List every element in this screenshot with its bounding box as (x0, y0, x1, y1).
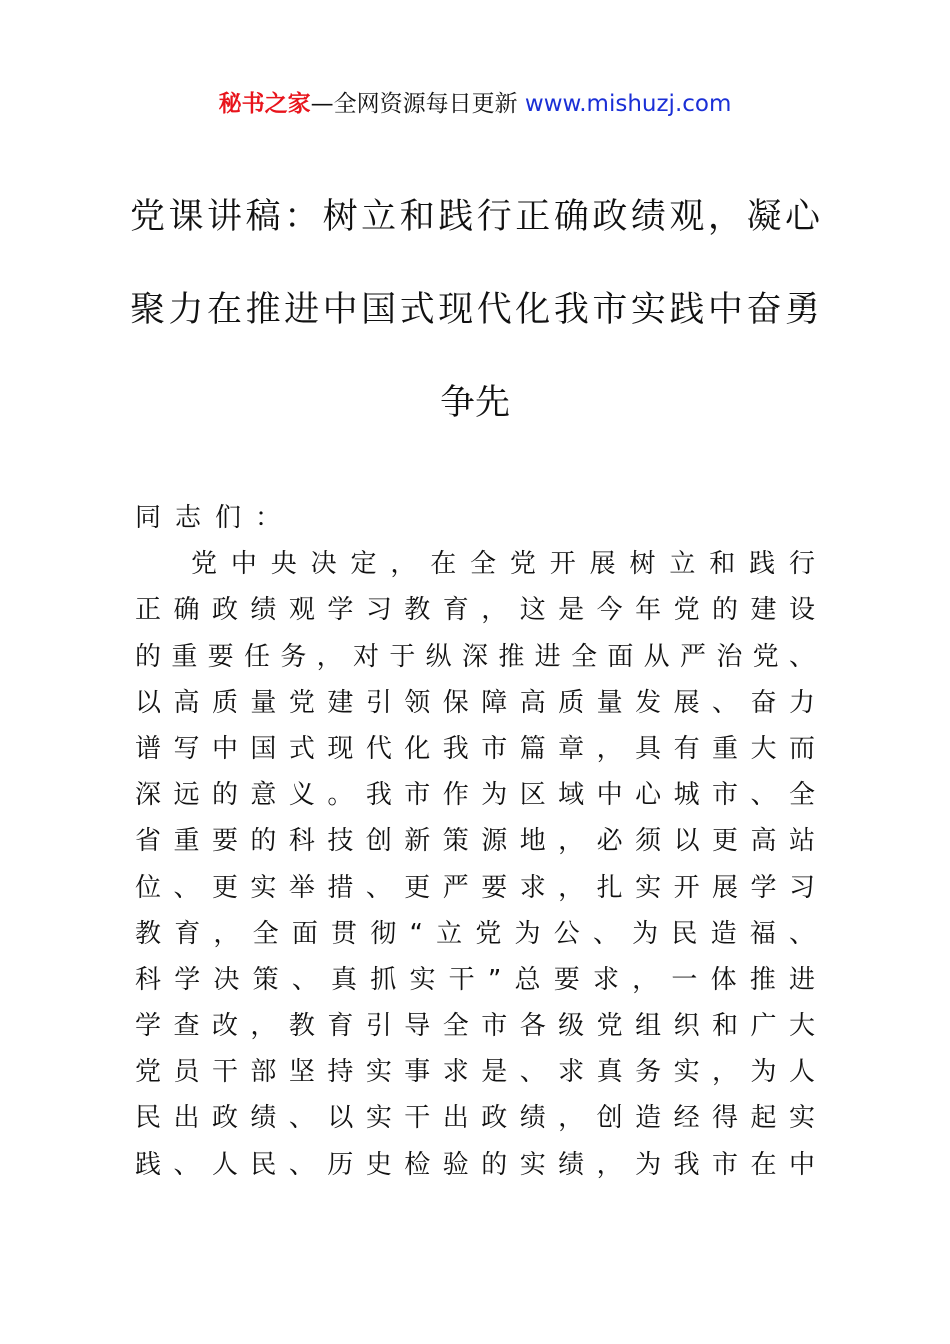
body-line: 党员干部坚持实事求是、求真务实，为人 (135, 1057, 815, 1088)
body-line: 深远的意义。我市作为区域中心城市、全 (135, 780, 815, 811)
body-line: 以高质量党建引领保障高质量发展、奋力 (135, 687, 815, 718)
site-header (0, 88, 950, 120)
body-line: 正确政绩观学习教育，这是今年党的建设 (135, 595, 815, 626)
body-line: 党中央决定，在全党开展树立和践行 (191, 549, 815, 580)
document-title (130, 186, 820, 465)
document-body (135, 497, 815, 1190)
title-line: 争先 (439, 383, 510, 423)
site-url-link[interactable]: www.mishuzj.com (524, 91, 732, 117)
body-line: 学查改，教育引导全市各级党组织和广大 (135, 1011, 815, 1042)
site-tagline: —全网资源每日更新 (310, 91, 518, 117)
body-line: 科学决策、真抓实干”总要求，一体推进 (135, 964, 815, 995)
body-line: 践、人民、历史检验的实绩，为我市在中 (135, 1149, 815, 1180)
title-line: 党课讲稿：树立和践行正确政绩观，凝心 (130, 197, 820, 237)
body-line: 的重要任务，对于纵深推进全面从严治党、 (135, 641, 815, 672)
site-brand: 秘书之家 (218, 91, 311, 117)
salutation: 同志们： (135, 503, 296, 533)
body-line: 省重要的科技创新策源地，必须以更高站 (135, 826, 815, 857)
body-line: 位、更实举措、更严要求，扎实开展学习 (135, 872, 815, 903)
body-line: 民出政绩、以实干出政绩，创造经得起实 (135, 1103, 815, 1134)
body-line: 谱写中国式现代化我市篇章，具有重大而 (135, 733, 815, 764)
title-line: 聚力在推进中国式现代化我市实践中奋勇 (130, 290, 820, 330)
body-line: 教育，全面贯彻“立党为公、为民造福、 (135, 918, 815, 949)
